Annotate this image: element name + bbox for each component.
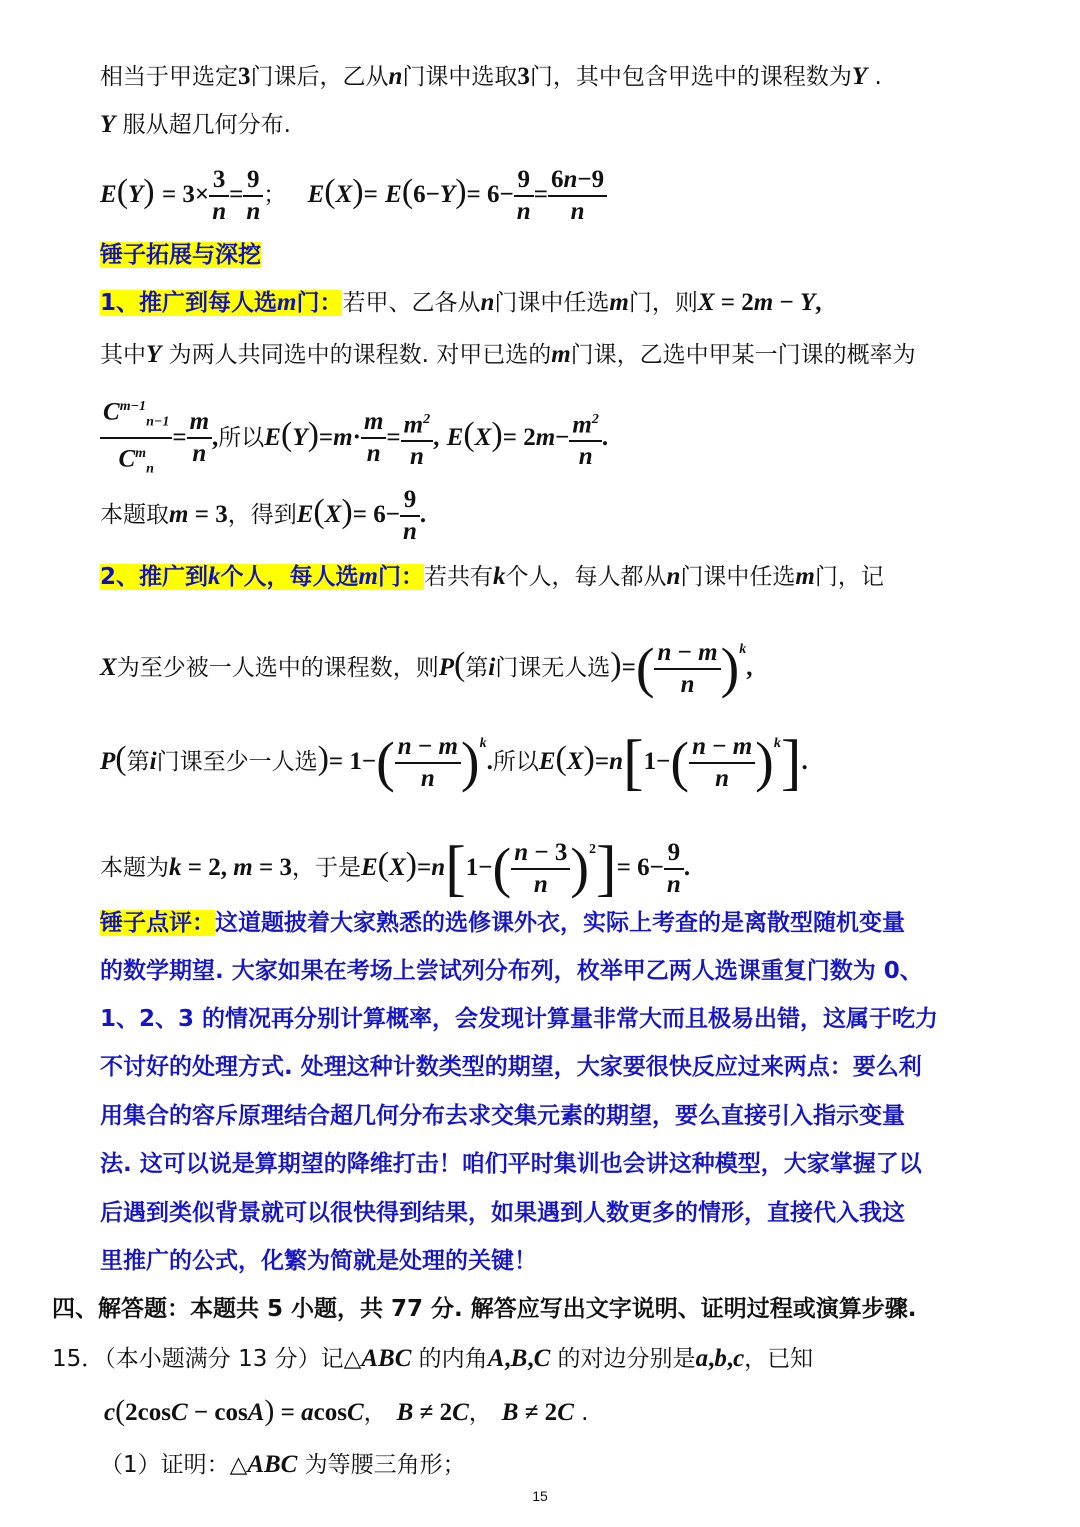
comment-line-6: 后遇到类似背景就可以很快得到结果，如果遇到人数更多的情形，直接代入我这 — [100, 1200, 905, 1226]
comment-line-0: 锤子点评：这道题披着大家熟悉的选修课外衣，实际上考查的是离散型随机变量 — [100, 910, 905, 936]
ext1-formula: $\frac{C^{m-1}_{n-1}}{C^m_n}$ = $\frac{m}{n}$ ,所以E(Y)=m· $\frac{m}{n}$ = $\frac{m^2}{n}$ , E(X)= 2m− $\frac{m^2}{n}$ . — [100, 392, 608, 456]
section4-heading: 四、解答题：本题共 5 小题，共 77 分. 解答应写出文字说明、证明过程或演算步骤. — [52, 1296, 917, 1322]
ext1-line1: 1、推广到每人选m门：若甲、乙各从n门课中任选m门，则X = 2m − Y, — [100, 289, 822, 316]
ext1-line4: 本题取m = 3，得到E(X)= 6− $\frac{9}{n}$ . — [100, 485, 427, 545]
comment-line-2: 1、2、3 的情况再分别计算概率，会发现计算量非常大而且极易出错，这属于吃力 — [100, 1006, 939, 1032]
q15-line3: （1）证明：△ABC 为等腰三角形； — [100, 1451, 466, 1478]
ext2-line4: 本题为k = 2, m = 3，于是E(X)=n[1−( $\frac{n - 3}{n}$ )$^2$]= 6− $\frac{9}{n}$ . — [100, 834, 691, 903]
section-title: 锤子拓展与深挖 — [100, 242, 261, 268]
para1-line2: Y 服从超几何分布. — [100, 111, 291, 138]
page-number: 15 — [532, 1488, 548, 1504]
q15-line1: 15．（本小题满分 13 分）记△ABC 的内角A,B,C 的对边分别是a,b,c，已知 — [52, 1345, 814, 1372]
comment-line-7: 里推广的公式，化繁为简就是处理的关键！ — [100, 1248, 537, 1274]
ext2-line2: X为至少被一人选中的课程数，则P(第i门课无人选)=( $\frac{n - m}{n}$ )$^k$, — [100, 637, 753, 700]
ext1-line2: 其中Y 为两人共同选中的课程数. 对甲已选的m门课，乙选中甲某一门课的概率为 — [100, 341, 916, 368]
formula-ey-ex: E(Y) = 3× $\frac{3}{n}$ = $\frac{9}{n}$ ； E(X)= E(6−Y)= 6− $\frac{9}{n}$ = $\frac{6n-9}{n}$ — [100, 162, 607, 222]
q15-line2: c(2cosC − cosA) = acosC， B ≠ 2C， B ≠ 2C . — [104, 1394, 589, 1427]
comment-line-4: 用集合的容斥原理结合超几何分布去求交集元素的期望，要么直接引入指示变量 — [100, 1103, 905, 1129]
comment-line-3: 不讨好的处理方式. 处理这种计数类型的期望，大家要很快反应过来两点：要么利 — [100, 1054, 922, 1080]
ext2-line3: P(第i门课至少一人选)= 1−( $\frac{n - m}{n}$ )$^k$.所以E(X)=n[1−( $\frac{n - m}{n}$ )$^k$]. — [100, 728, 808, 797]
ext2-line1: 2、推广到k个人，每人选m门：若共有k个人，每人都从n门课中任选m门，记 — [100, 563, 884, 590]
comment-line-1: 的数学期望. 大家如果在考场上尝试列分布列，枚举甲乙两人选课重复门数为 0、 — [100, 958, 923, 984]
comment-line-5: 法. 这可以说是算期望的降维打击！咱们平时集训也会讲这种模型，大家掌握了以 — [100, 1151, 922, 1177]
para1-line1: 相当于甲选定3门课后，乙从n门课中选取3门，其中包含甲选中的课程数为Y . — [100, 63, 882, 90]
